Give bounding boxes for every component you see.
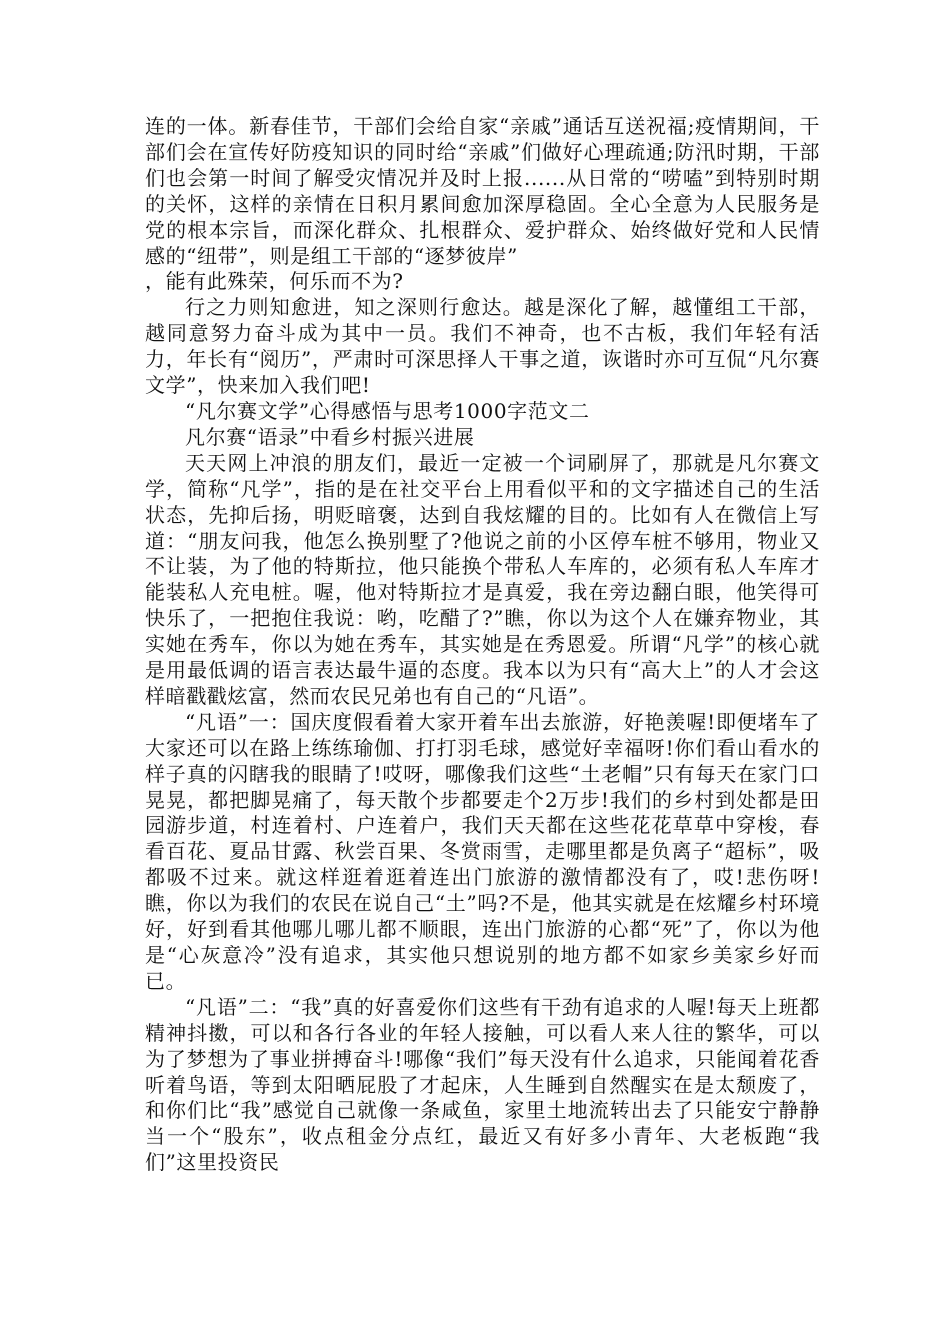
section-title: “凡尔赛文学”心得感悟与思考1000字范文二	[185, 398, 590, 423]
document-body	[145, 114, 820, 1176]
section-subtitle: 凡尔赛“语录”中看乡村振兴进展	[185, 424, 475, 449]
paragraph-2: ，能有此殊荣，何乐而不为?	[145, 269, 404, 294]
paragraph-7: “凡语”一：国庆度假看着大家开着车出去旅游，好艳羡喔!即便堵车了大家还可以在路上练练瑜伽、打打羽毛球，感觉好幸福呀!你们看山看水的样子真的闪瞎我的眼睛了!哎呀，哪像我们这些“土老帽”只有每天在家门口晃晃，都把脚晃痛了，每天散个步都要走个2万步!我们的乡村到处都是田园游步道，村连着村、户连着户，我们天天都在这些花花草草中穿梭，春看百花、夏品甘露、秋尝百果、冬赏雨雪，走哪里都是负离子“超标”，吸都吸不过来。就这样逛着逛着连出门旅游的激情都没有了，哎!悲伤呀!瞧，你以为我们的农民在说自己“土”吗?不是，他其实就是在炫耀乡村环境好，好到看其他哪儿哪儿都不顺眼，连出门旅游的心都“死”了，你以为他是“心灰意冷”没有追求，其实他只想说别的地方都不如家乡美家乡好而已。	[145, 709, 820, 993]
paragraph-6: 天天网上冲浪的朋友们，最近一定被一个词刷屏了，那就是凡尔赛文学，简称“凡学”，指的是在社交平台上用看似平和的文字描述自己的生活状态，先抑后扬，明贬暗褒，达到自我炫耀的目的。比如有人在微信上写道：“朋友问我，他怎么换别墅了?他说之前的小区停车桩不够用，物业又不让装，为了他的特斯拉，他只能换个带私人车库的，必须有私人车库才能装私人充电桩。喔，他对特斯拉才是真爱，我在旁边翻白眼，他笑得可快乐了，一把抱住我说：哟，吃醋了?”瞧，你以为这个人在嫌弃物业，其实她在秀车，你以为她在秀车，其实她是在秀恩爱。所谓“凡学”的核心就是用最低调的语言表达最牛逼的态度。我本以为只有“高大上”的人才会这样暗戳戳炫富，然而农民兄弟也有自己的“凡语”。	[145, 450, 820, 708]
paragraph-1: 连的一体。新春佳节，干部们会给自家“亲戚”通话互送祝福;疫情期间，干部们会在宣传好防疫知识的同时给“亲戚”们做好心理疏通;防汛时期，干部们也会第一时间了解受灾情况并及时上报......从日常的“唠嗑”到特别时期的关怀，这样的亲情在日积月累间愈加深厚稳固。全心全意为人民服务是党的根本宗旨，而深化群众、扎根群众、爱护群众、始终做好党和人民情感的“纽带”，则是组工干部的“逐梦彼岸”	[145, 114, 820, 268]
paragraph-8: “凡语”二：“我”真的好喜爱你们这些有干劲有追求的人喔!每天上班都精神抖擞，可以和各行各业的年轻人接触，可以看人来人往的繁华，可以为了梦想为了事业拼搏奋斗!哪像“我们”每天没有什么追求，只能闻着花香听着鸟语，等到太阳晒屁股了才起床，人生睡到自然醒实在是太颓废了，和你们比“我”感觉自己就像一条咸鱼，家里土地流转出去了只能安宁静静当一个“股东”，收点租金分点红，最近又有好多小青年、大老板跑“我们”这里投资民	[145, 994, 820, 1175]
paragraph-3: 行之力则知愈进，知之深则行愈达。越是深化了解，越懂组工干部，越同意努力奋斗成为其中一员。我们不神奇，也不古板，我们年轻有活力，年长有“阅历”，严肃时可深思择人干事之道，诙谐时亦可互侃“凡尔赛文学”，快来加入我们吧!	[145, 295, 820, 398]
